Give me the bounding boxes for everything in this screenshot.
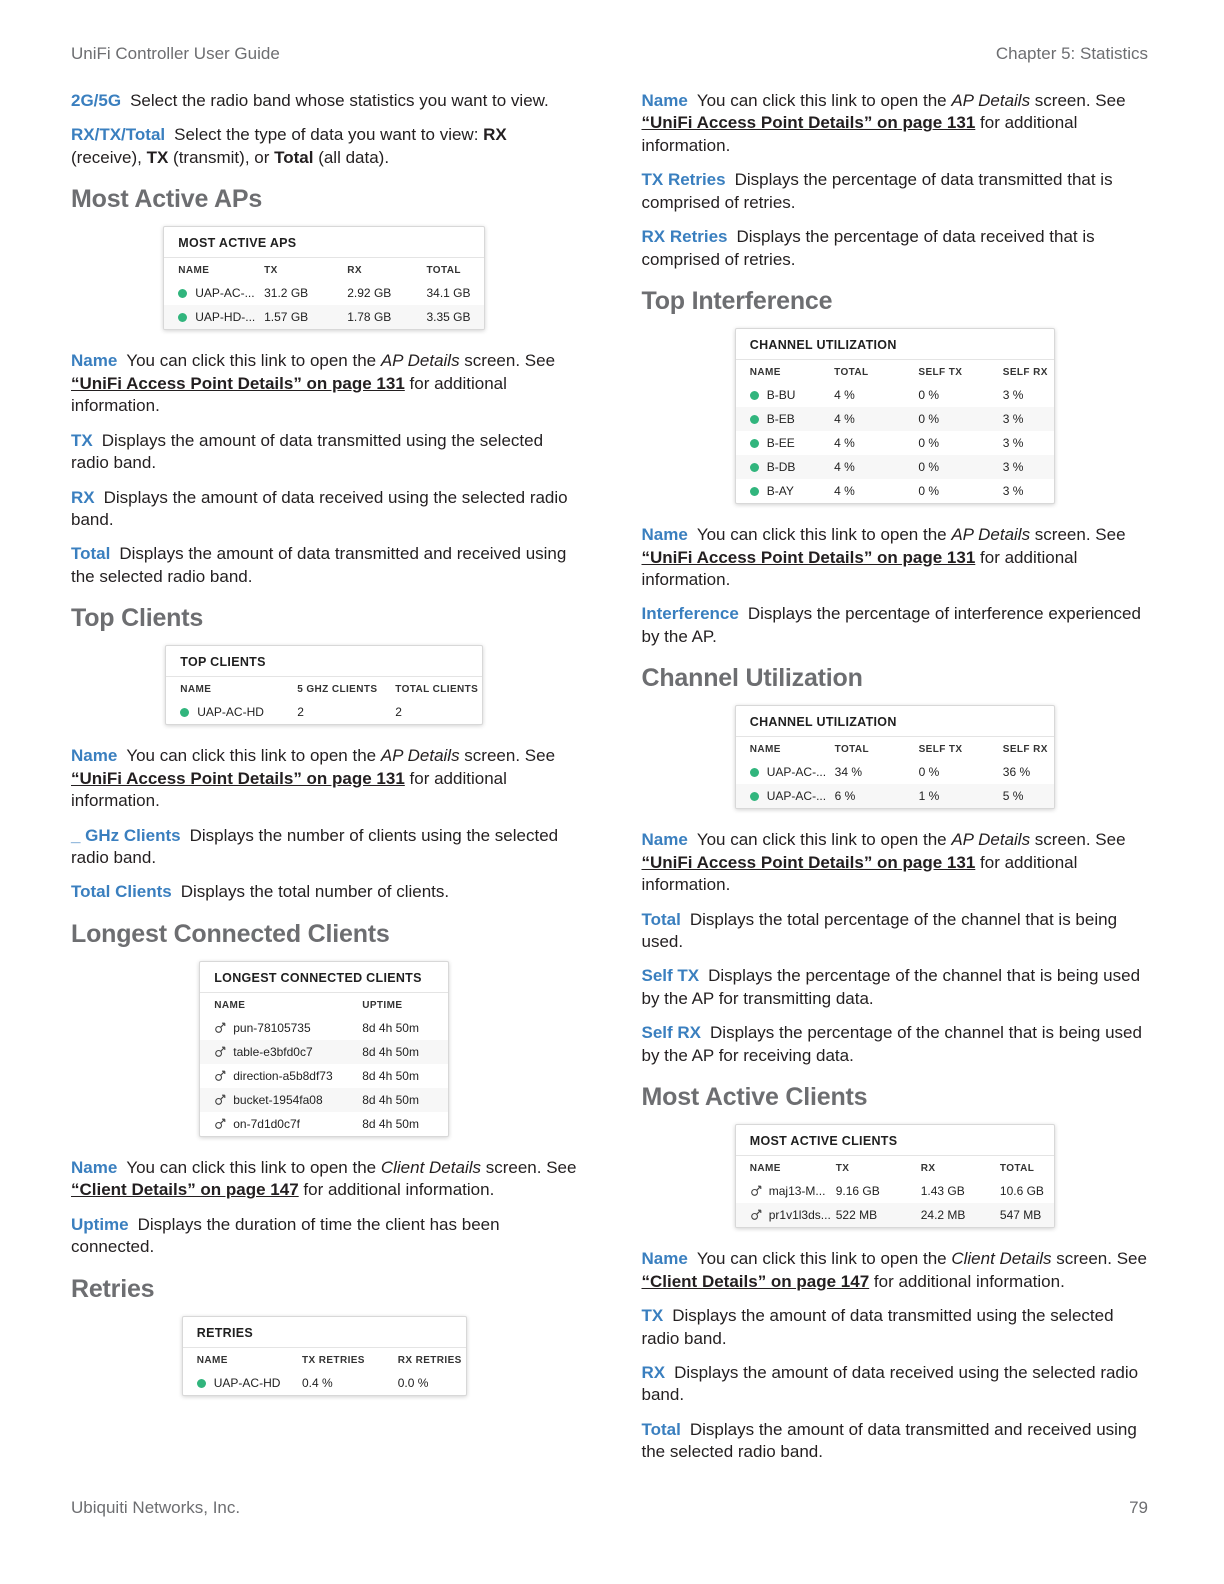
definition-total [642, 1419, 1149, 1464]
top-clients-card [165, 645, 483, 725]
card-title: RETRIES [183, 1317, 466, 1348]
wireless-client-icon [214, 1117, 227, 1130]
client-name: direction-a5b8df73 [233, 1068, 333, 1083]
col-rx-retries: RX RETRIES [397, 1354, 462, 1366]
table-row [736, 760, 1054, 784]
def-text: (all data). [313, 147, 390, 167]
wireless-client-icon [214, 1021, 227, 1034]
uptime-value: 8d 4h 50m [362, 1092, 419, 1107]
screenshot-most-active-aps [71, 226, 578, 330]
ssid-name: B-BU [766, 388, 796, 403]
link-ap-details-page[interactable]: “UniFi Access Point Details” on page 131 [71, 768, 405, 788]
uptime-value: 8d 4h 50m [362, 1116, 419, 1131]
term-self-rx: Self RX [641, 1023, 702, 1043]
col-total: TOTAL [999, 1163, 1035, 1175]
ssid-name: B-AY [766, 484, 794, 499]
definition-name-client [642, 1248, 1149, 1293]
def-text: You can click this link to open the [696, 91, 952, 110]
total-value: 4 % [834, 388, 855, 403]
self-tx-value: 0 % [918, 765, 940, 780]
retries-card [182, 1316, 467, 1396]
term-total-clients: Total Clients [71, 882, 172, 902]
ap-name: UAP-AC-... [195, 286, 255, 301]
col-self-rx: SELF RX [1002, 367, 1048, 379]
wireless-client-icon [750, 1208, 763, 1221]
table-row [164, 281, 484, 305]
card-title: TOP CLIENTS [166, 646, 482, 677]
page-header [71, 44, 1148, 64]
italic-ap-details: AP Details [380, 351, 460, 371]
self-rx-value: 3 % [1002, 388, 1024, 403]
def-text: Select the radio band whose statistics you want to view. [130, 91, 549, 110]
def-text: for additional information. [869, 1271, 1065, 1291]
two-column-layout [71, 90, 1148, 1476]
wireless-client-icon [214, 1069, 227, 1082]
def-text: screen. See [1051, 1249, 1147, 1269]
total-value: 4 % [834, 436, 855, 451]
definition-self-rx [642, 1022, 1149, 1067]
bold-total: Total [274, 147, 314, 167]
term-ghz-clients: _ GHz Clients [71, 825, 181, 845]
tx-retries-value: 0.4 % [301, 1375, 333, 1390]
col-rx: RX [920, 1163, 936, 1175]
definition-uptime [71, 1214, 578, 1259]
italic-client-details: Client Details [951, 1249, 1052, 1269]
green-dot-icon [178, 289, 187, 298]
definition-name-client [71, 1157, 578, 1202]
def-text: Select the type of data you want to view: [174, 125, 484, 145]
col-total-clients: TOTAL CLIENTS [395, 684, 479, 696]
channel-utilization-card [735, 705, 1055, 809]
green-dot-icon [750, 415, 759, 424]
definition-interference [642, 603, 1149, 648]
def-text: You can click this link to open the [696, 525, 952, 545]
term-tx: TX [641, 1306, 664, 1326]
definition-total [71, 543, 578, 588]
rx-value: 2.92 GB [347, 286, 392, 301]
definition-self-tx [642, 965, 1149, 1010]
self-tx-value: 0 % [918, 460, 940, 475]
definition-2g5g [71, 90, 578, 112]
link-ap-details-page[interactable]: “UniFi Access Point Details” on page 131 [71, 373, 405, 393]
def-text: for additional information. [641, 547, 1078, 589]
def-text: Displays the percentage of data received that is comprised of retries. [641, 227, 1095, 269]
uptime-value: 8d 4h 50m [362, 1068, 419, 1083]
definition-name-ap [71, 350, 578, 417]
def-text: You can click this link to open the [696, 1249, 952, 1269]
col-self-rx: SELF RX [1002, 744, 1048, 756]
table-header-row [736, 1156, 1054, 1179]
client-name: pr1v1l3ds... [768, 1208, 831, 1223]
table-row [164, 305, 484, 329]
card-title: LONGEST CONNECTED CLIENTS [200, 962, 448, 993]
def-text: You can click this link to open the [126, 746, 381, 766]
client-name: bucket-1954fa08 [233, 1092, 323, 1107]
ap-name: UAP-AC-HD [197, 705, 264, 720]
definition-tx [642, 1305, 1149, 1350]
screenshot-top-clients [71, 645, 578, 725]
definition-rx [642, 1362, 1149, 1407]
tx-value: 522 MB [835, 1208, 878, 1223]
col-total: TOTAL [426, 265, 461, 277]
col-5ghz-clients: 5 GHZ CLIENTS [297, 684, 378, 696]
most-active-aps-card [163, 226, 485, 330]
def-text: You can click this link to open the [126, 351, 381, 371]
screenshot-retries [71, 1316, 578, 1396]
bold-tx: TX [146, 147, 169, 167]
link-ap-details-page[interactable]: “UniFi Access Point Details” on page 131 [641, 852, 976, 872]
term-name: Name [71, 1157, 118, 1177]
left-column [71, 90, 578, 1476]
tx-value: 1.57 GB [264, 310, 309, 325]
channel-utilization-interference-card [735, 328, 1055, 504]
tx-value: 31.2 GB [264, 286, 309, 301]
def-text: Displays the amount of data received using the selected radio band. [641, 1362, 1139, 1405]
total-value: 34 % [834, 765, 862, 780]
right-column [642, 90, 1149, 1476]
ap-name: UAP-HD-... [195, 310, 256, 325]
col-uptime: UPTIME [362, 999, 403, 1011]
table-row [166, 700, 482, 724]
rx-value: 1.43 GB [920, 1184, 965, 1199]
wireless-client-icon [750, 1184, 763, 1197]
link-ap-details-page[interactable]: “UniFi Access Point Details” on page 131 [641, 547, 976, 567]
term-rx: RX [71, 487, 95, 507]
def-text: Displays the percentage of the channel that is being used by the AP for transmitting data. [641, 966, 1141, 1008]
table-header-row [164, 258, 484, 281]
def-text: Displays the amount of data transmitted and received using the selected radio band. [641, 1419, 1137, 1462]
total-value: 10.6 GB [999, 1184, 1044, 1199]
green-dot-icon [750, 439, 759, 448]
self-rx-value: 3 % [1002, 412, 1024, 427]
def-text: You can click this link to open the [696, 830, 952, 850]
italic-ap-details: AP Details [951, 525, 1031, 545]
card-title: CHANNEL UTILIZATION [736, 706, 1054, 737]
ssid-name: B-EB [766, 412, 795, 427]
green-dot-icon [197, 1379, 206, 1388]
tx-value: 9.16 GB [835, 1184, 880, 1199]
uptime-value: 8d 4h 50m [362, 1044, 419, 1059]
definition-tx-retries [642, 169, 1149, 214]
term-name: Name [641, 830, 688, 850]
def-text: Displays the amount of data transmitted and received using the selected radio band. [71, 544, 567, 586]
col-self-tx: SELF TX [918, 744, 963, 756]
table-row [200, 1088, 448, 1112]
def-text: for additional information. [71, 768, 507, 811]
longest-connected-clients-card [199, 961, 449, 1137]
definition-rx-retries [642, 226, 1149, 271]
ssid-name: B-EE [766, 436, 795, 451]
self-tx-value: 0 % [918, 412, 940, 427]
def-text: for additional information. [641, 852, 1078, 895]
col-tx: TX [264, 265, 278, 277]
screenshot-channel-utilization [642, 705, 1149, 809]
uptime-value: 8d 4h 50m [362, 1020, 419, 1035]
total-value: 547 MB [999, 1208, 1042, 1223]
term-rxtxtotal: RX/TX/Total [71, 125, 166, 145]
col-tx: TX [835, 1163, 850, 1175]
term-name: Name [641, 91, 688, 110]
col-name: NAME [749, 744, 781, 756]
screenshot-top-interference [642, 328, 1149, 504]
self-tx-value: 0 % [918, 388, 940, 403]
bold-rx: RX [483, 125, 507, 145]
table-row [736, 784, 1054, 808]
total-value: 4 % [834, 460, 855, 475]
total-value: 34.1 GB [426, 286, 471, 301]
def-text: screen. See [1030, 525, 1126, 545]
client-name: table-e3bfd0c7 [233, 1044, 313, 1059]
term-name: Name [641, 525, 688, 545]
def-text: Displays the number of clients using the selected radio band. [71, 825, 559, 867]
heading-top-interference: Top Interference [641, 287, 833, 316]
table-header-row [736, 360, 1054, 383]
heading-most-active-aps: Most Active APs [71, 185, 263, 214]
def-text: Displays the percentage of the channel that is being used by the AP for receiving data. [641, 1023, 1142, 1065]
term-2g5g: 2G/5G [71, 91, 122, 110]
term-tx-retries: TX Retries [641, 170, 726, 190]
heading-longest-connected-clients: Longest Connected Clients [71, 919, 390, 948]
screenshot-most-active-clients [642, 1124, 1149, 1228]
term-total: Total [641, 1419, 681, 1439]
term-name: Name [71, 746, 118, 766]
italic-ap-details: AP Details [380, 746, 460, 766]
term-name: Name [641, 1249, 688, 1269]
def-text: for additional information. [71, 373, 507, 416]
total-value: 4 % [834, 484, 855, 499]
clients-5ghz-value: 2 [297, 705, 304, 720]
def-text: Displays the percentage of interference experienced by the AP. [641, 604, 1141, 646]
green-dot-icon [750, 768, 759, 777]
col-name: NAME [196, 1354, 228, 1366]
def-text: You can click this link to open the [126, 1157, 381, 1177]
table-row [200, 1040, 448, 1064]
table-row [200, 1112, 448, 1136]
heading-channel-utilization: Channel Utilization [641, 664, 863, 693]
table-row [736, 455, 1054, 479]
screenshot-longest-connected-clients [71, 961, 578, 1137]
term-total: Total [71, 544, 111, 564]
definition-rxtxtotal [71, 124, 578, 169]
footer-company: Ubiquiti Networks, Inc. [71, 1498, 241, 1517]
col-tx-retries: TX RETRIES [301, 1354, 365, 1366]
table-row [736, 479, 1054, 503]
rx-retries-value: 0.0 % [397, 1375, 429, 1390]
client-name: on-7d1d0c7f [233, 1116, 300, 1131]
ap-name: UAP-AC-... [766, 789, 827, 804]
table-row [736, 1179, 1054, 1203]
italic-client-details: Client Details [380, 1157, 481, 1177]
client-name: maj13-M... [768, 1184, 826, 1199]
definition-tx [71, 430, 578, 475]
col-name: NAME [178, 265, 210, 277]
link-client-details-page[interactable]: “Client Details” on page 147 [641, 1271, 870, 1291]
client-name: pun-78105735 [233, 1020, 311, 1035]
card-title: CHANNEL UTILIZATION [736, 329, 1054, 360]
term-total: Total [641, 909, 681, 929]
table-row [736, 407, 1054, 431]
def-text: for additional information. [298, 1180, 495, 1200]
self-tx-value: 0 % [918, 436, 940, 451]
italic-ap-details: AP Details [951, 830, 1031, 850]
total-value: 4 % [834, 412, 855, 427]
col-name: NAME [180, 684, 212, 696]
col-name: NAME [214, 999, 246, 1011]
table-row [736, 383, 1054, 407]
page-number: 79 [1129, 1498, 1148, 1517]
self-tx-value: 1 % [918, 789, 940, 804]
col-name: NAME [749, 1163, 781, 1175]
term-self-tx: Self TX [641, 966, 700, 986]
wireless-client-icon [214, 1093, 227, 1106]
wireless-client-icon [214, 1045, 227, 1058]
def-text: Displays the amount of data transmitted using the selected radio band. [71, 430, 544, 473]
term-rx: RX [641, 1362, 666, 1382]
table-row [200, 1064, 448, 1088]
term-rx-retries: RX Retries [641, 227, 728, 247]
green-dot-icon [178, 313, 187, 322]
total-value: 3.35 GB [426, 310, 471, 325]
card-title: MOST ACTIVE APS [164, 227, 484, 258]
clients-total-value: 2 [395, 705, 402, 720]
def-text: Displays the total number of clients. [180, 882, 450, 902]
link-ap-details-page[interactable]: “UniFi Access Point Details” on page 131 [641, 113, 976, 133]
def-text: screen. See [1030, 91, 1126, 110]
table-header-row [183, 1348, 466, 1371]
table-header-row [166, 677, 482, 700]
self-rx-value: 36 % [1002, 765, 1031, 780]
italic-ap-details: AP Details [951, 91, 1031, 110]
term-tx: TX [71, 430, 93, 450]
heading-top-clients: Top Clients [71, 604, 204, 633]
definition-total-channel [642, 909, 1149, 954]
rx-value: 24.2 MB [920, 1208, 966, 1223]
def-text: screen. See [1030, 830, 1126, 850]
col-name: NAME [749, 367, 781, 379]
most-active-clients-card [735, 1124, 1055, 1228]
page-footer [71, 1498, 1148, 1518]
ap-name: UAP-AC-HD [213, 1375, 281, 1390]
definition-name-ap [71, 745, 578, 812]
def-text: Displays the total percentage of the channel that is being used. [641, 909, 1118, 951]
green-dot-icon [750, 391, 759, 400]
table-row [736, 1203, 1054, 1227]
self-rx-value: 3 % [1002, 436, 1024, 451]
definition-name-ap [642, 90, 1149, 157]
self-rx-value: 5 % [1002, 789, 1024, 804]
green-dot-icon [180, 708, 189, 717]
chapter-title: Chapter 5: Statistics [995, 44, 1148, 63]
rx-value: 1.78 GB [347, 310, 392, 325]
definition-rx [71, 487, 578, 532]
def-text: Displays the amount of data transmitted using the selected radio band. [641, 1306, 1114, 1348]
def-text: Displays the percentage of data transmitted that is comprised of retries. [641, 170, 1113, 212]
definition-name-ap [642, 829, 1149, 896]
heading-retries: Retries [71, 1274, 155, 1303]
green-dot-icon [750, 463, 759, 472]
term-interference: Interference [641, 604, 739, 624]
definition-name-ap [642, 524, 1149, 591]
table-header-row [200, 993, 448, 1016]
def-text: Displays the duration of time the client has been connected. [71, 1214, 500, 1257]
definition-ghz-clients [71, 825, 578, 870]
col-total: TOTAL [834, 367, 869, 379]
doc-title: UniFi Controller User Guide [71, 44, 280, 63]
green-dot-icon [750, 792, 759, 801]
heading-most-active-clients: Most Active Clients [641, 1083, 868, 1112]
green-dot-icon [750, 487, 759, 496]
self-tx-value: 0 % [918, 484, 940, 499]
def-text: screen. See [459, 746, 556, 766]
definition-total-clients [71, 881, 578, 903]
link-client-details-page[interactable]: “Client Details” on page 147 [71, 1180, 299, 1200]
table-row [736, 431, 1054, 455]
def-text: screen. See [481, 1157, 577, 1177]
def-text: for additional information. [641, 113, 1078, 155]
def-text: Displays the amount of data received using the selected radio band. [71, 487, 568, 529]
self-rx-value: 3 % [1002, 484, 1024, 499]
table-row [200, 1016, 448, 1040]
table-header-row [736, 737, 1054, 760]
term-uptime: Uptime [71, 1214, 129, 1234]
col-rx: RX [347, 265, 362, 277]
def-text: screen. See [459, 351, 556, 371]
self-rx-value: 3 % [1002, 460, 1024, 475]
col-self-tx: SELF TX [918, 367, 963, 379]
col-total: TOTAL [834, 744, 870, 756]
term-name: Name [71, 351, 118, 371]
def-text: (receive), [71, 147, 147, 167]
def-text: (transmit), or [168, 147, 275, 167]
ap-name: UAP-AC-... [766, 765, 827, 780]
total-value: 6 % [834, 789, 856, 804]
table-row [183, 1371, 466, 1395]
card-title: MOST ACTIVE CLIENTS [736, 1125, 1054, 1156]
ssid-name: B-DB [766, 460, 796, 475]
